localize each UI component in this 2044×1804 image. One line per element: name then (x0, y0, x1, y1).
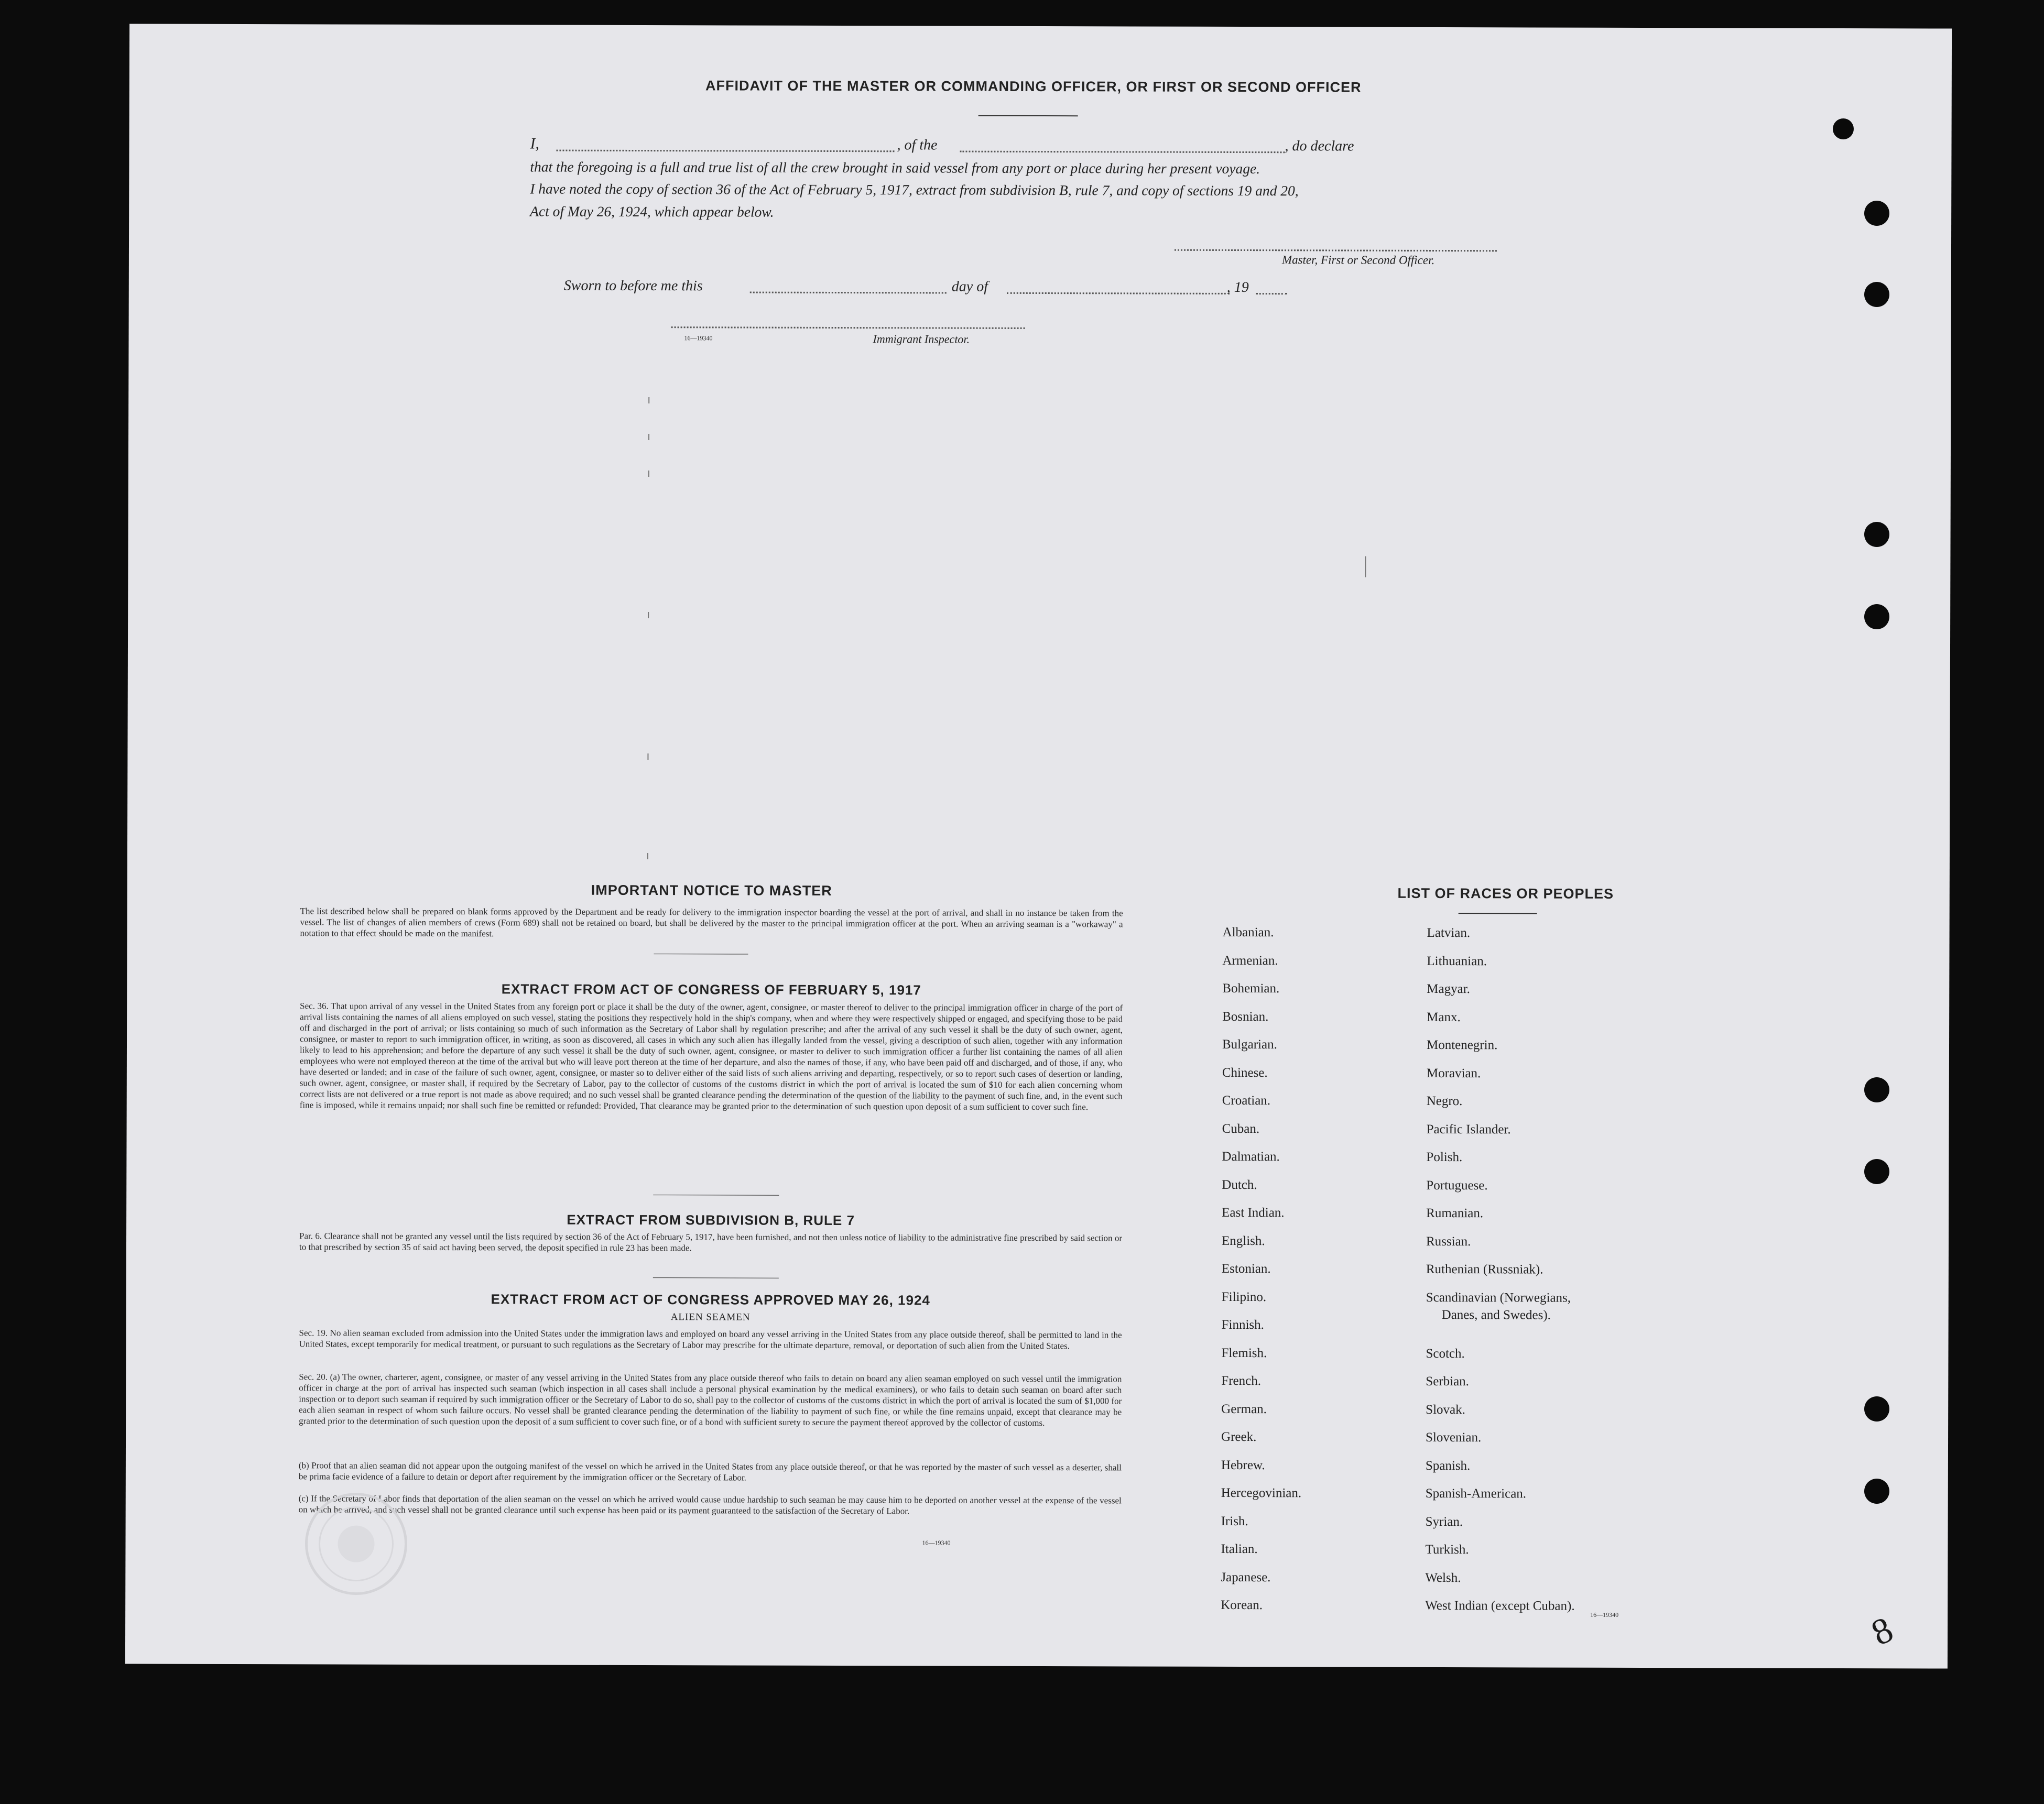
races-left-column (129, 24, 1952, 28)
race-item: Dalmatian. (1222, 1149, 1280, 1164)
race-item: Latvian. (1427, 925, 1471, 941)
act-1917-heading: EXTRACT FROM ACT OF CONGRESS OF FEBRUARY 5, 1917 (501, 981, 921, 998)
affidavit-line-3: I have noted the copy of section 36 of the Act of February 5, 1917, extract from subdivision B, rule 7, and copy of sections 19 and 20, (530, 180, 1299, 199)
punch-hole (1864, 604, 1889, 629)
act-1917-divider (653, 1195, 779, 1196)
alien-seamen-subheading: ALIEN SEAMEN (670, 1311, 751, 1323)
notice-text: The list described below shall be prepared on blank forms approved by the Department and be ready for delivery to the immigration inspector boarding the vessel at the port of arrival, and shall in no instance be taken from the vessel. The list of changes of alien members of crews (Form 689) shall not be retained on board, but shall be delivered by the master to the principal immigration officer at the port. When an arriving seaman is a "workaway" a notation to that effect should be made on the manifest. (300, 906, 1123, 939)
rule7-heading: EXTRACT FROM SUBDIVISION B, RULE 7 (567, 1211, 855, 1229)
race-item: Croatian. (1222, 1093, 1271, 1108)
signature-line (1175, 249, 1497, 252)
sworn-text: Sworn to before me this (563, 277, 703, 294)
sec-19-text: Sec. 19. No alien seaman excluded from admission into the United States under the immigration laws and employed on board any vessel arriving in the United States from any place outside thereof, shall be permitted to land in the United States, except temporarily for medical treatment, or pursuant to such regulations as the Secretary of Labor may prescribe for the ultimate departure, removal, or deportation of such alien from the United States. (299, 1328, 1122, 1351)
affidavit-of-the: , of the (897, 137, 938, 154)
race-item: Dutch. (1222, 1177, 1257, 1192)
inspector-caption: Immigrant Inspector. (873, 332, 970, 346)
race-item: Armenian. (1222, 953, 1278, 968)
affidavit-i: I, (530, 135, 540, 152)
year-text: , 19 (1226, 279, 1249, 296)
name-blank (556, 150, 894, 152)
race-item: Japanese. (1221, 1570, 1271, 1584)
bleed-mark (647, 853, 648, 859)
race-item: Moravian. (1426, 1066, 1481, 1080)
races-right-column (129, 24, 1952, 28)
race-item: Negro. (1426, 1094, 1463, 1109)
affidavit-line-4: Act of May 26, 1924, which appear below. (530, 203, 774, 220)
race-item: Greek. (1221, 1429, 1257, 1445)
race-item: Syrian. (1425, 1514, 1463, 1529)
punch-hole (1833, 118, 1854, 139)
sworn-date-blank (750, 292, 947, 294)
race-item: Hebrew. (1221, 1458, 1265, 1472)
race-item: Flemish. (1221, 1346, 1267, 1360)
document-page (125, 24, 1952, 1668)
bleed-mark (648, 434, 649, 440)
race-item: Russian. (1426, 1234, 1471, 1249)
race-item: French. (1221, 1373, 1262, 1388)
races-heading: LIST OF RACES OR PEOPLES (1397, 885, 1614, 902)
race-item: Irish. (1221, 1514, 1248, 1528)
punch-hole (1864, 1396, 1889, 1422)
race-item: Bosnian. (1222, 1009, 1269, 1024)
races-form-number: 16—19340 (1590, 1611, 1619, 1619)
race-item: Hercegovinian. (1221, 1485, 1302, 1501)
punch-hole (1864, 522, 1889, 547)
bleed-mark (648, 612, 649, 618)
race-item: Spanish-American. (1425, 1486, 1527, 1501)
vessel-blank (960, 151, 1285, 154)
race-item: Ruthenian (Russniak). (1426, 1262, 1543, 1277)
sec-20b-text: (b) Proof that an alien seaman did not appear upon the outgoing manifest of the vessel on which he arrived in the United States from any place outside thereof, or that he was reported by the master of such vessel as a deserter, shall be prima facie evidence of a failure to detain or deport after requirement by the immigration officer or the Secretary of Labor. (298, 1460, 1122, 1483)
race-item: Montenegrin. (1426, 1037, 1498, 1053)
sec-20a-text: Sec. 20. (a) The owner, charterer, agent, consignee, or master of any vessel arriving in the United States from any place outside thereof who fails to detain on board any alien seaman employed on such vessel until the immigration officer in charge at the port of arrival has inspected such seaman (which inspection in all cases shall include a personal physical examination by the medical examiners), or who fails to detain such seaman on board after such inspection or to deport such seaman if required by such immigration officer or the Secretary of Labor to do so, shall pay to the collector of customs of the customs district in which the port of arrival is located the sum of $1,000 for each alien seaman in respect of whom such failure occurs. No vessel shall be granted clearance pending the determination of the liability to payment of such fine, or while the fine remains unpaid, except that clearance may be granted prior to the determination of such question upon the deposit of a sum sufficient to cover such fine, or of a bond with sufficient surety to secure the payment thereof approved by the collector of customs. (299, 1372, 1122, 1428)
race-item: Albanian. (1222, 925, 1274, 940)
rule7-divider (653, 1277, 779, 1278)
race-item: Danes, and Swedes). (1441, 1307, 1551, 1322)
race-item: Filipino. (1221, 1289, 1267, 1304)
race-item: Bohemian. (1222, 981, 1280, 996)
act-1924-heading: EXTRACT FROM ACT OF CONGRESS APPROVED MAY 26, 1924 (491, 1291, 930, 1308)
race-item: Scotch. (1426, 1346, 1465, 1361)
act-1917-text: Sec. 36. That upon arrival of any vessel in the United States from any foreign port or place it shall be the duty of the owner, agent, consignee, or master thereof to deliver to the principal immigration officer in charge of the port of arrival lists containing the names of all aliens employed on such vessel, stating the positions they respectively hold in the ship's company, when and where they were respectively shipped or engaged, and specifying those to be paid off and discharged in the port of arrival; or lists containing so much of such information as the Secretary of Labor shall by regulation prescribe; and after the arrival of any such vessel it shall be the duty of such owner, agent, consignee, or master to report to such immigration officer, in writing, as soon as discovered, all cases in which any such alien has illegally landed from the vessel, giving a description of such alien, together with any information likely to lead to his apprehension; and before the departure of any such vessel it shall be the duty of such owner, agent, consignee, or master to deliver to such immigration officer a further list containing the names of all alien employees who were not employed thereon at the time of the arrival but who will leave port thereon at the time of her departure, and also the names of those, if any, who have been paid off and discharged, and of those, if any, who have deserted or landed; and in case of the failure of such owner, agent, consignee, or master so to deliver either of the said lists of such aliens arriving and departing, respectively, or so to report such cases of desertion or landing, such owner, agent, consignee, or master shall, if required by the Secretary of Labor, pay to the collector of customs of the customs district in which the port of arrival is located the sum of $10 for each alien concerning whom correct lists are not delivered or a true report is not made as above required; and no such vessel shall be granted clearance pending the determination of the question of the liability to the payment of such fine, and, in the event such fine is imposed, while it remains unpaid; nor shall such fine be remitted or refunded: Provided, That clearance may be granted prior to the determination of such question upon deposit of a sum sufficient to cover such fine. (299, 1001, 1123, 1112)
notice-heading: IMPORTANT NOTICE TO MASTER (591, 882, 832, 899)
sec-20c-text: (c) If the Secretary of Labor finds that deportation of the alien seaman on the vessel on which he arrived would cause undue hardship to such seaman he may cause him to be deported on another vessel at the expense of the vessel on which he arrived, and such vessel shall not be granted clearance until such expense has been paid or its payment guaranteed to the satisfaction of the Secretary of Labor. (298, 1493, 1122, 1516)
race-item: Welsh. (1425, 1570, 1461, 1585)
race-item: Polish. (1426, 1150, 1463, 1165)
race-item: West Indian (except Cuban). (1425, 1598, 1575, 1613)
embossed-seal (298, 1486, 414, 1602)
race-item: Korean. (1221, 1598, 1263, 1613)
race-item: Spanish. (1425, 1458, 1471, 1473)
race-item: Pacific Islander. (1426, 1122, 1511, 1136)
punch-hole (1864, 1077, 1889, 1102)
handwritten-mark: 8 (1865, 1609, 1899, 1654)
bleed-mark (647, 753, 648, 760)
punch-hole (1864, 1479, 1889, 1504)
race-item: Italian. (1221, 1541, 1258, 1557)
title-underline (978, 115, 1078, 116)
race-item: Portuguese. (1426, 1178, 1488, 1193)
month-blank (1007, 292, 1230, 294)
bleed-mark (1365, 556, 1366, 577)
race-item: Finnish. (1221, 1317, 1264, 1332)
bleed-mark (648, 471, 649, 477)
affidavit-do-declare: , do declare (1285, 138, 1354, 155)
race-item: East Indian. (1222, 1205, 1285, 1220)
race-item: Chinese. (1222, 1065, 1268, 1080)
race-item: Bulgarian. (1222, 1037, 1277, 1052)
day-of-text: day of (951, 278, 988, 295)
race-item: Slovak. (1426, 1402, 1465, 1417)
race-item: Scandinavian (Norwegians, (1426, 1290, 1571, 1305)
punch-hole (1864, 201, 1889, 226)
race-item: English. (1221, 1233, 1265, 1248)
race-item: Turkish. (1425, 1542, 1469, 1557)
affidavit-form-number: 16—19340 (684, 334, 713, 342)
race-item: Slovenian. (1426, 1430, 1482, 1445)
race-item: Rumanian. (1426, 1206, 1484, 1221)
affidavit-line-2: that the foregoing is a full and true list of all the crew brought in said vessel from any port or place during her present voyage. (530, 158, 1260, 177)
race-item: Estonian. (1221, 1261, 1271, 1276)
year-blank (1256, 293, 1287, 294)
punch-hole (1864, 282, 1889, 307)
race-item: Serbian. (1426, 1374, 1469, 1389)
bleed-mark (648, 397, 649, 403)
races-divider (1459, 913, 1537, 914)
signature-caption: Master, First or Second Officer. (1281, 253, 1435, 267)
race-item: German. (1221, 1402, 1267, 1416)
affidavit-title: AFFIDAVIT OF THE MASTER OR COMMANDING OFFICER, OR FIRST OR SECOND OFFICER (705, 78, 1362, 95)
act-1924-form-number: 16—19340 (922, 1539, 951, 1547)
race-item: Cuban. (1222, 1121, 1260, 1136)
race-item: Magyar. (1427, 981, 1470, 997)
inspector-line (671, 326, 1025, 329)
race-item: Lithuanian. (1427, 954, 1487, 968)
race-item: Manx. (1427, 1010, 1461, 1024)
rule7-text: Par. 6. Clearance shall not be granted any vessel until the lists required by section 36 of the Act of February 5, 1917, have been furnished, and not then unless notice of liability to the administrative fine prescribed by said section or to that prescribed by section 35 of said act having been served, the deposit specified in rule 23 has been made. (299, 1231, 1123, 1253)
punch-hole (1864, 1159, 1889, 1184)
